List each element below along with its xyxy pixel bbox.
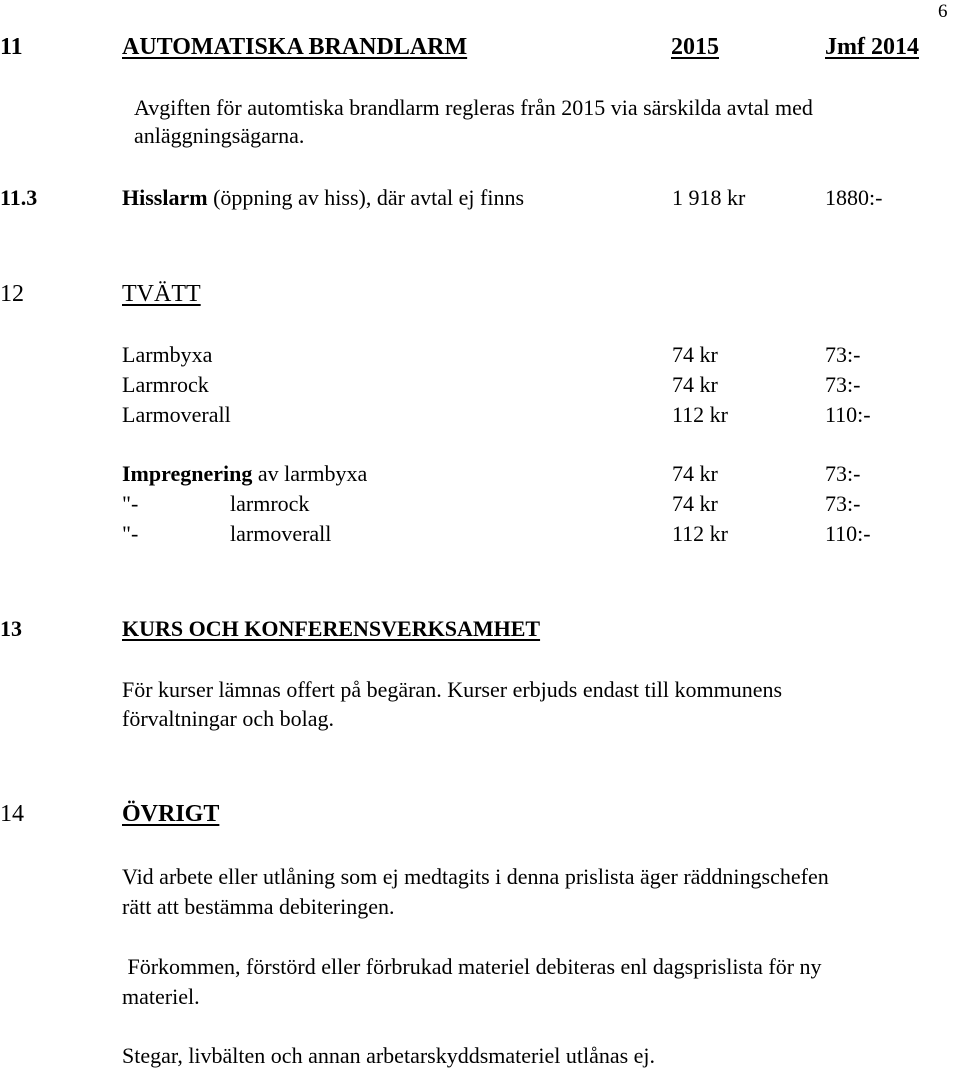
- tvatt-row-price-2014: 110:-: [825, 402, 871, 427]
- section-14-number: 14: [0, 801, 24, 827]
- tvatt-row-price-2014: 73:-: [825, 342, 861, 367]
- item-11-3-label-rest: (öppning av hiss), där avtal ej finns: [207, 185, 525, 210]
- tvatt-row-price-2015: 74 kr: [672, 372, 718, 397]
- item-11-3-price-2015: 1 918 kr: [672, 185, 746, 210]
- tvatt-row-label: Larmoverall: [122, 402, 231, 427]
- ditto-row-price-2014: 110:-: [825, 521, 871, 546]
- ditto-mark: "-: [122, 521, 139, 546]
- ditto-row-price-2015: 74 kr: [672, 491, 718, 516]
- ditto-row-label: larmrock: [230, 491, 310, 516]
- impregnering-label-bold: Impregnering: [122, 461, 253, 486]
- section-13-number: 13: [0, 616, 22, 641]
- impregnering-price-2014: 73:-: [825, 461, 861, 486]
- tvatt-row-label: Larmrock: [122, 372, 209, 397]
- tvatt-row-price-2015: 74 kr: [672, 342, 718, 367]
- section-12-number: 12: [0, 281, 24, 307]
- section-14-paragraph2-line1: Förkommen, förstörd eller förbrukad materiel debiteras enl dagsprislista för ny: [122, 954, 822, 979]
- item-11-3-price-2014: 1880:-: [825, 185, 883, 210]
- page-number: 6: [938, 1, 948, 22]
- ditto-row-price-2015: 112 kr: [672, 521, 729, 546]
- section-11-title: AUTOMATISKA BRANDLARM: [122, 34, 468, 60]
- section-12-title: TVÄTT: [122, 281, 201, 307]
- impregnering-label: [122, 463, 367, 485]
- section-14-paragraph2-line2: materiel.: [122, 984, 200, 1009]
- tvatt-row-price-2015: 112 kr: [672, 402, 729, 427]
- section-11-number: 11: [0, 34, 23, 60]
- ditto-row-label: larmoverall: [230, 521, 332, 546]
- section-14-paragraph1-line2: rätt att bestämma debiteringen.: [122, 894, 395, 919]
- section-13-text-line1: För kurser lämnas offert på begäran. Kurser erbjuds endast till kommunens: [122, 677, 783, 702]
- section-11-note-line2: anläggningsägarna.: [134, 123, 305, 148]
- impregnering-label-rest: av larmbyxa: [252, 461, 368, 486]
- column-header-jmf-2014: Jmf 2014: [825, 34, 919, 60]
- section-14-paragraph3: Stegar, livbälten och annan arbetarskyddsmateriel utlånas ej.: [122, 1043, 656, 1068]
- tvatt-row-price-2014: 73:-: [825, 372, 861, 397]
- section-11-note-line1: Avgiften för automtiska brandlarm regleras från 2015 via särskilda avtal med: [134, 95, 813, 120]
- item-11-3-label-bold: Hisslarm: [122, 185, 208, 210]
- section-14-title: ÖVRIGT: [122, 801, 220, 827]
- item-11-3-label: [122, 187, 524, 209]
- section-14-paragraph1-line1: Vid arbete eller utlåning som ej medtagits i denna prislista äger räddningschefen: [122, 864, 829, 889]
- impregnering-price-2015: 74 kr: [672, 461, 718, 486]
- ditto-mark: "-: [122, 491, 139, 516]
- item-11-3-number: 11.3: [0, 185, 38, 210]
- section-13-text-line2: förvaltningar och bolag.: [122, 706, 334, 731]
- column-header-2015: 2015: [671, 34, 719, 60]
- tvatt-row-label: Larmbyxa: [122, 342, 213, 367]
- ditto-row-price-2014: 73:-: [825, 491, 861, 516]
- section-13-title: KURS OCH KONFERENSVERKSAMHET: [122, 616, 541, 641]
